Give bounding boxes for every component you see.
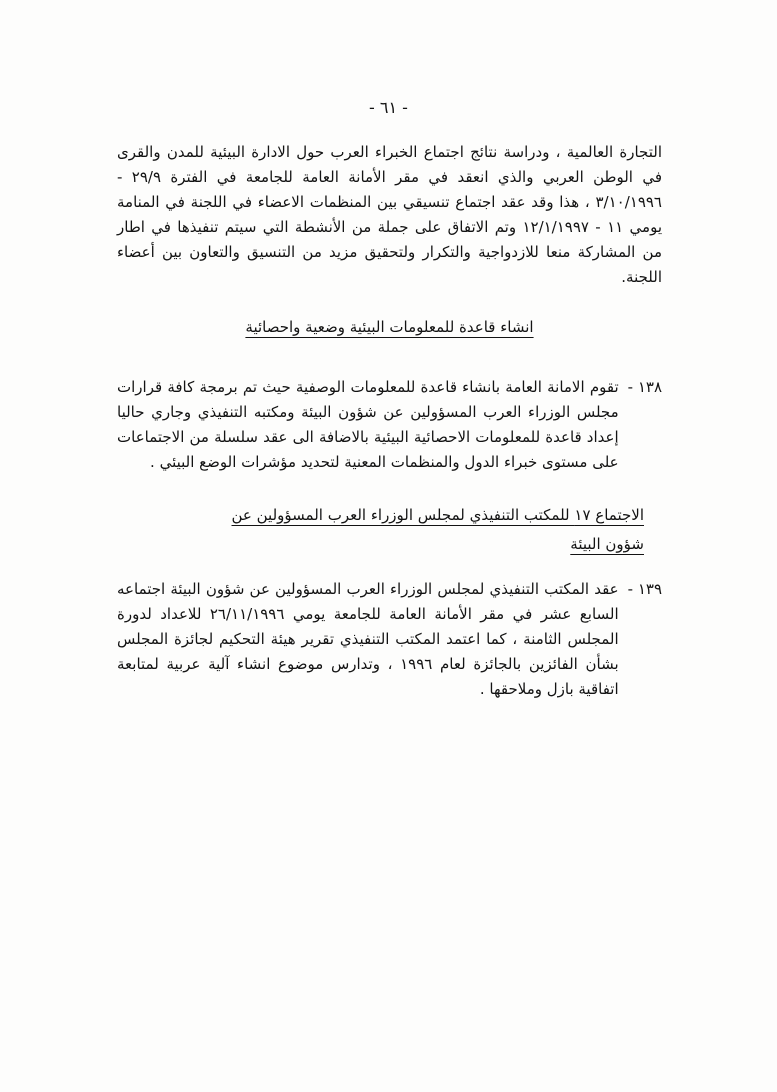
- document-content: [117, 140, 662, 724]
- item-text-139: عقد المكتب التنفيذي لمجلس الوزراء العرب المسؤولين عن شؤون البيئة اجتماعه السابع عشر في مقر الأمانة العامة للجامعة يومي ٢٦/١١/١٩٩٦ للاعداد لدورة المجلس الثامنة ، كما اعتمد المكتب التنفيذي تقرير هيئة التحكيم لجائزة المجلس بشأن الفائزين بالجائزة لعام ١٩٩٦ ، وتدارس موضوع انشاء آلية عربية لمتابعة اتفاقية بازل وملاحقها .: [117, 580, 619, 698]
- page-number: - ٦١ -: [369, 98, 408, 117]
- intro-paragraph: التجارة العالمية ، ودراسة نتائج اجتماع الخبراء العرب حول الادارة البيئية للمدن والقرى في الوطن العربي والذي انعقد في مقر الأمانة العامة للجامعة في الفترة ٢٩/٩ - ٣/١٠/١٩٩٦ ، هذا وقد عقد اجتماع تنسيقي بين المنظمات الاعضاء في اللجنة في المنامة يومي ١١ - ١٢/١/١٩٩٧ وتم الاتفاق على جملة من الأنشطة التي سيتم تنفيذها في اطار من المشاركة منعا للازدواجية والتكرار ولتحقيق مزيد من التنسيق والتعاون بين أعضاء اللجنة.: [117, 143, 663, 286]
- item-number-139: ١٣٩ -: [627, 580, 662, 598]
- section-heading-meeting-17: الاجتماع ١٧ للمكتب التنفيذي لمجلس الوزراء العرب المسؤولين عن شؤون البيئة: [231, 506, 644, 553]
- item-text-138: تقوم الامانة العامة بانشاء قاعدة للمعلومات الوصفية حيث تم برمجة كافة قرارات مجلس الوزراء العرب المسؤولين عن شؤون البيئة ومكتبه التنفيذي وجاري حاليا إعداد قاعدة للمعلومات الاحصائية البيئية بالاضافة الى عقد سلسلة من الاجتماعات على مستوى خبراء الدول والمنظمات المعنية لتحديد مؤشرات الوضع البيئي .: [117, 378, 619, 471]
- numbered-item-139: [117, 577, 662, 702]
- numbered-item-138: [117, 375, 662, 475]
- item-number-138: ١٣٨ -: [627, 378, 662, 396]
- section-heading-environment-database: انشاء قاعدة للمعلومات البيئية وضعية واحصائية: [245, 318, 534, 336]
